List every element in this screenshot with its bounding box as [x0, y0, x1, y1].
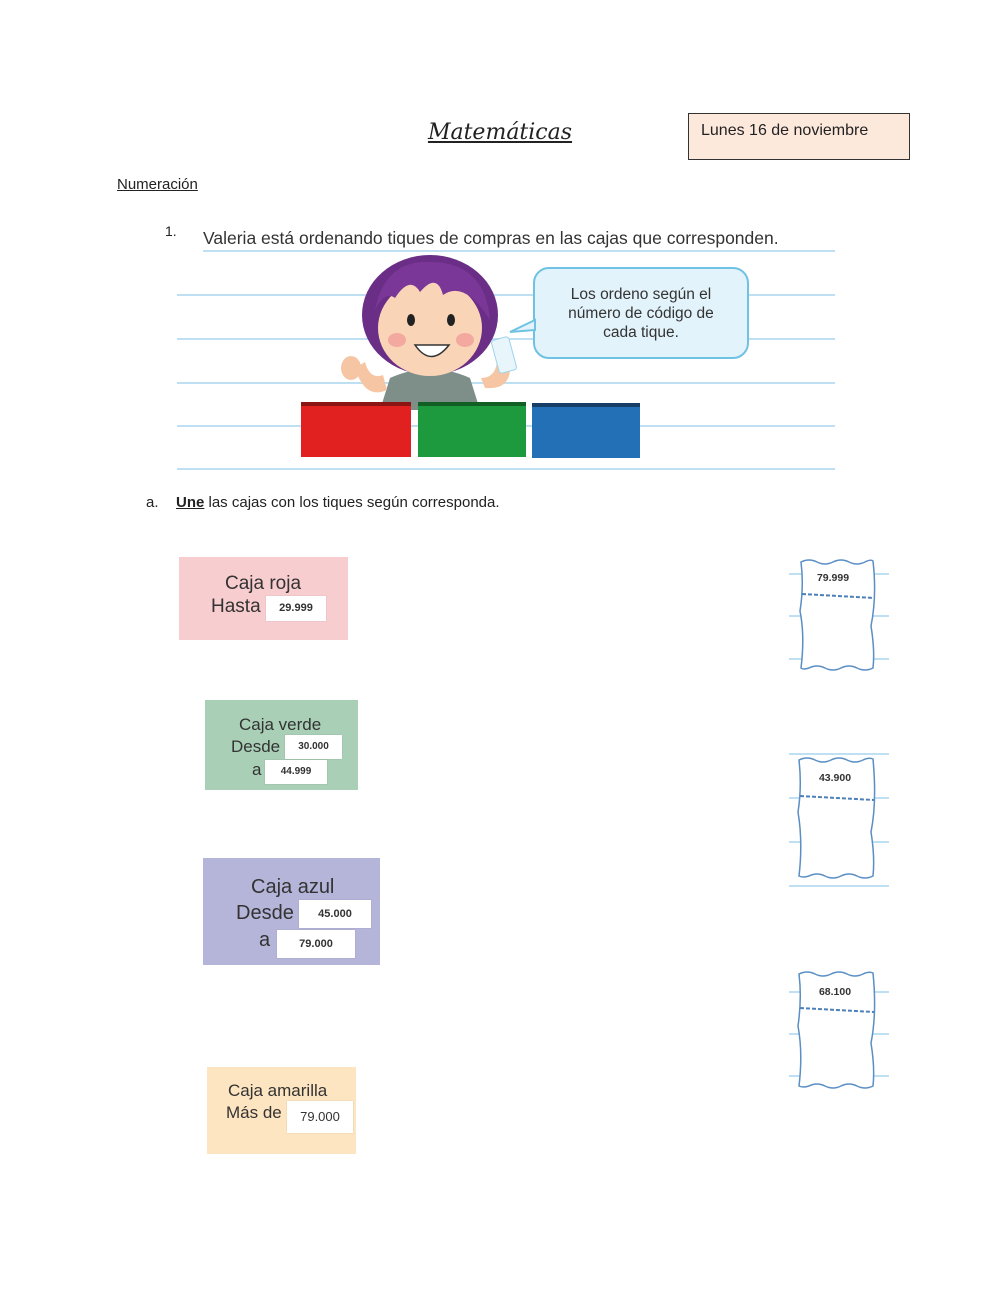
ticket-2[interactable]	[789, 752, 889, 892]
box-card-red[interactable]	[179, 557, 348, 640]
instruction	[146, 494, 500, 511]
section-heading: Numeración	[117, 176, 198, 193]
instruction-text: las cajas con los tiques según corresponda.	[204, 494, 500, 511]
box-card-yellow[interactable]	[207, 1067, 356, 1154]
value-label: 45.000	[299, 900, 371, 928]
ticket-3[interactable]	[789, 968, 889, 1093]
question-text: Valeria está ordenando tiques de compras en las cajas que corresponden.	[203, 228, 779, 248]
box-title: Caja amarilla	[228, 1081, 328, 1100]
red-box	[301, 402, 411, 457]
value-label: 44.999	[265, 760, 327, 784]
blue-box	[532, 403, 640, 458]
ticket-number: 68.100	[818, 986, 852, 998]
bubble-tail	[508, 318, 538, 338]
ticket-1[interactable]	[789, 556, 889, 676]
ticket-number: 43.900	[818, 772, 852, 784]
date-box: Lunes 16 de noviembre	[688, 113, 910, 160]
box-title: Caja roja	[225, 573, 302, 594]
green-box	[418, 402, 526, 457]
instruction-label: a.	[146, 494, 159, 511]
box-label: Desde	[231, 737, 281, 756]
value-label: 29.999	[266, 596, 326, 621]
box-card-blue[interactable]	[203, 858, 380, 965]
box-label: a	[252, 760, 262, 779]
value-label: 79.000	[287, 1101, 353, 1133]
bubble-line: cada tique.	[603, 324, 679, 341]
value-label: 30.000	[285, 735, 342, 759]
box-title: Caja azul	[251, 876, 335, 898]
instruction-bold: Une	[176, 494, 205, 511]
box-label: Hasta	[211, 596, 261, 617]
box-card-green[interactable]	[205, 700, 358, 790]
bubble-line: Los ordeno según el	[570, 286, 712, 303]
value-label: 79.000	[277, 930, 355, 958]
box-label: a	[259, 929, 271, 951]
ruled-line	[177, 468, 835, 470]
box-label: Más de	[226, 1103, 282, 1122]
question-number: 1.	[165, 223, 177, 239]
box-title: Caja verde	[239, 715, 322, 734]
speech-bubble	[533, 267, 749, 359]
bubble-line: número de código de	[568, 305, 714, 322]
page-title: Matemáticas	[427, 120, 573, 145]
box-label: Desde	[236, 902, 294, 924]
ticket-number: 79.999	[816, 572, 850, 584]
